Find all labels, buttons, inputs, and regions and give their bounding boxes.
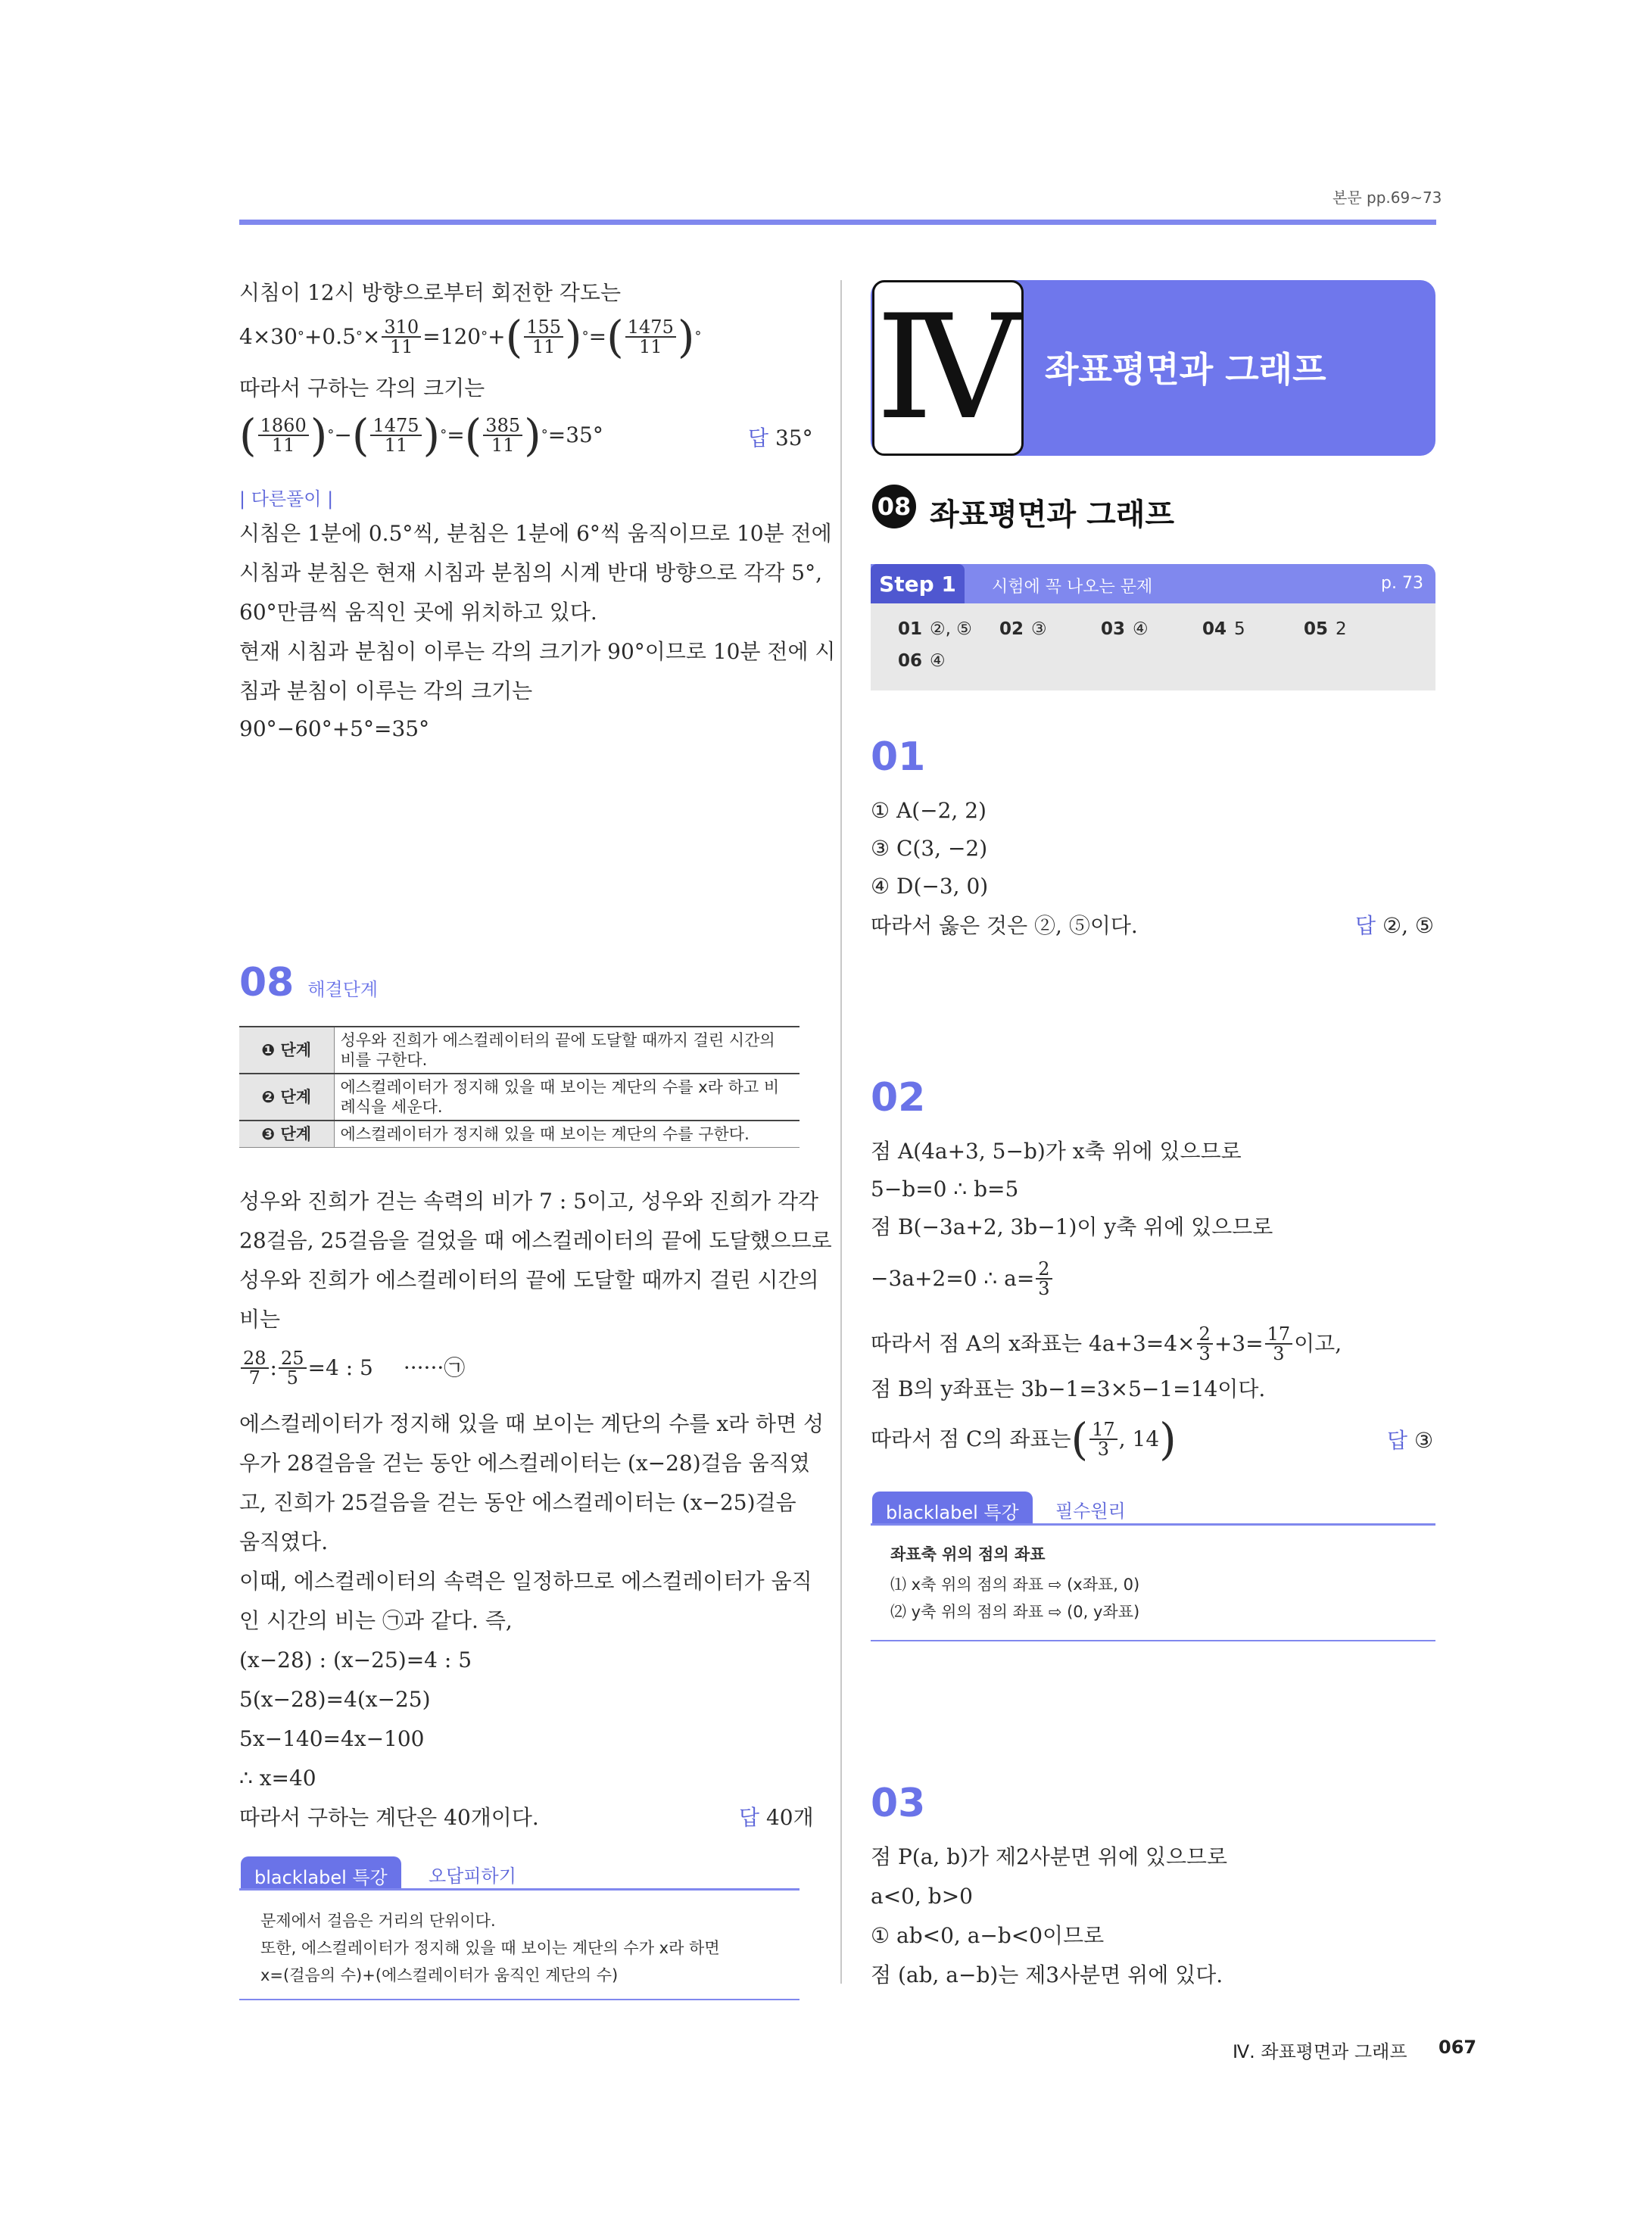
eq-term: 따라서 점 A의 x좌표는 4a+3=4× bbox=[871, 1331, 1195, 1356]
q02-line: 점 B의 y좌표는 3b−1=3×5−1=14이다. bbox=[871, 1376, 1266, 1401]
fraction: $\frac{1860}{11}$ bbox=[258, 416, 309, 454]
alt-line: 현재 시침과 분침이 이루는 각의 크기가 90°이므로 10분 전에 시 bbox=[239, 639, 836, 664]
eq-term: = bbox=[588, 324, 607, 349]
q03-line: 점 P(a, b)가 제2사분면 위에 있으므로 bbox=[871, 1844, 1228, 1869]
section-08-header bbox=[239, 960, 378, 1005]
body-line: 비는 bbox=[239, 1307, 281, 1332]
eq-term: =120 bbox=[422, 324, 482, 349]
answer-item: 04 5 bbox=[1202, 619, 1245, 639]
blacklabel-rule bbox=[871, 1523, 1435, 1526]
answer-item: 05 2 bbox=[1304, 619, 1347, 639]
answer-item: 01 ②, ⑤ bbox=[898, 619, 972, 639]
body-line: 이때, 에스컬레이터의 속력은 일정하므로 에스컬레이터가 움직 bbox=[239, 1569, 812, 1594]
fraction: $\frac{17}{3}$ bbox=[1265, 1325, 1293, 1363]
answer-1: 답 35° bbox=[748, 425, 813, 450]
blacklabel-line: ⑴ x축 위의 점의 좌표 ⇨ (x좌표, 0) bbox=[890, 1576, 1140, 1594]
q03-line: a<0, b>0 bbox=[871, 1884, 973, 1909]
q02-eq-a bbox=[871, 1260, 1054, 1298]
fraction: $\frac{155}{11}$ bbox=[524, 318, 563, 356]
blacklabel-subtitle: 필수원리 bbox=[1055, 1501, 1126, 1522]
alt-line: 침과 분침이 이루는 각의 크기는 bbox=[239, 678, 533, 703]
blacklabel-bottom-rule bbox=[239, 1999, 800, 2000]
alt-solution-label: | 다른풀이 | bbox=[239, 488, 334, 510]
q02-c-coordinate: 따라서 점 C의 좌표는 ( $\frac{17}{3}$ , 14 ) bbox=[871, 1414, 1177, 1465]
q03-line: ① ab<0, a−b<0이므로 bbox=[871, 1923, 1105, 1948]
q03-line: 점 (ab, a−b)는 제3사분면 위에 있다. bbox=[871, 1962, 1223, 1987]
page-number: 067 bbox=[1438, 2037, 1477, 2058]
step-label: ❸ 단계 bbox=[239, 1121, 334, 1148]
eq-term: × bbox=[362, 324, 381, 349]
q02-line: 점 A(4a+3, 5−b)가 x축 위에 있으므로 bbox=[871, 1139, 1242, 1164]
table-row bbox=[239, 1121, 800, 1148]
q01-line: 따라서 옳은 것은 ②, ⑤이다. bbox=[871, 913, 1138, 938]
q01-line: ① A(−2, 2) bbox=[871, 798, 987, 823]
eq-term: +3= bbox=[1214, 1331, 1264, 1356]
page-reference: 본문 pp.69~73 bbox=[1333, 189, 1442, 207]
alt-line: 90°−60°+5°=35° bbox=[239, 716, 430, 741]
alt-line: 60°만큼씩 움직인 곳에 위치하고 있다. bbox=[239, 600, 597, 625]
eq-term: +0.5 bbox=[304, 324, 356, 349]
alt-line: 시침은 1분에 0.5°씩, 분침은 1분에 6°씩 움직이므로 10분 전에 bbox=[239, 521, 832, 546]
blacklabel-subtitle: 오답피하기 bbox=[429, 1866, 516, 1887]
body-line: 성우와 진희가 에스컬레이터의 끝에 도달할 때까지 걸린 시간의 bbox=[239, 1267, 819, 1292]
ratio-equation bbox=[239, 1349, 465, 1387]
step-label: Step 1 bbox=[871, 564, 965, 603]
solution-steps-table bbox=[239, 1026, 800, 1148]
answer-item: 02 ③ bbox=[999, 619, 1047, 639]
answer-q02: 답 ③ bbox=[1387, 1428, 1434, 1453]
step-answers-box bbox=[871, 603, 1435, 690]
blacklabel-tab: blacklabel 특강 bbox=[241, 1856, 401, 1890]
angle-equation: ( $\frac{1860}{11}$ ) ° − ( $\frac{1475}{11}$ ) ° = ( $\frac{385}{11}$ ) ° =35° bbox=[239, 410, 603, 461]
body-line: 인 시간의 비는 ㉠과 같다. 즉, bbox=[239, 1608, 513, 1633]
body-line: ∴ x=40 bbox=[239, 1766, 316, 1791]
fraction: $\frac{2}{3}$ bbox=[1197, 1325, 1213, 1363]
body-line: 28걸음, 25걸음을 걸었을 때 에스컬레이터의 끝에 도달했으므로 bbox=[239, 1228, 832, 1253]
thus-line: 따라서 구하는 각의 크기는 bbox=[239, 376, 485, 401]
section-label: 해결단계 bbox=[307, 979, 379, 1000]
eq-term: + bbox=[488, 324, 506, 349]
intro-equation: 4×30 ° +0.5 ° × $\frac{310}{11}$ =120 ° + ( $\frac{155}{11}$ ) ° = ( $\frac{1475}{11}$ ) ° bbox=[239, 311, 702, 363]
section-title: 좌표평면과 그래프 bbox=[930, 497, 1175, 532]
fraction: $\frac{2}{3}$ bbox=[1036, 1260, 1052, 1298]
body-line: 에스컬레이터가 정지해 있을 때 보이는 계단의 수를 x라 하면 성 bbox=[239, 1411, 824, 1436]
fraction: $\frac{25}{5}$ bbox=[279, 1349, 307, 1387]
eq-term: −3a+2=0 ∴ a= bbox=[871, 1266, 1035, 1291]
q02-x-coordinate bbox=[871, 1325, 1342, 1363]
fraction: $\frac{310}{11}$ bbox=[382, 318, 421, 356]
chapter-roman-numeral: Ⅳ bbox=[872, 280, 1024, 456]
step-text: 에스컬레이터가 정지해 있을 때 보이는 계단의 수를 구한다. bbox=[334, 1121, 800, 1148]
body-line: 고, 진희가 25걸음을 걷는 동안 에스컬레이터는 (x−25)걸음 bbox=[239, 1490, 796, 1515]
section-number: 08 bbox=[239, 960, 295, 1005]
step-description: 시험에 꼭 나오는 문제 bbox=[992, 578, 1153, 597]
blacklabel-title: 좌표축 위의 점의 좌표 bbox=[890, 1545, 1046, 1563]
body-line: 우가 28걸음을 걷는 동안 에스컬레이터는 (x−28)걸음 움직였 bbox=[239, 1451, 810, 1476]
table-row bbox=[239, 1027, 800, 1074]
body-line: (x−28) : (x−25)=4 : 5 bbox=[239, 1647, 472, 1672]
eq-term: − bbox=[334, 422, 352, 447]
question-number: 02 bbox=[871, 1075, 926, 1121]
answer-item: 06 ④ bbox=[898, 651, 946, 671]
chapter-title: 좌표평면과 그래프 bbox=[1045, 349, 1326, 390]
fraction: $\frac{17}{3}$ bbox=[1089, 1420, 1117, 1458]
answer-2: 답 40개 bbox=[739, 1805, 814, 1830]
step-page: p. 73 bbox=[1381, 574, 1423, 593]
top-rule bbox=[239, 220, 1436, 225]
body-line: 성우와 진희가 걷는 속력의 비가 7 : 5이고, 성우와 진희가 각각 bbox=[239, 1189, 819, 1214]
blacklabel-line: 문제에서 걸음은 거리의 단위이다. bbox=[260, 1912, 496, 1930]
q01-line: ④ D(−3, 0) bbox=[871, 874, 989, 899]
step-label: ❶ 단계 bbox=[239, 1027, 334, 1074]
blacklabel-tab: blacklabel 특강 bbox=[872, 1492, 1033, 1525]
question-number: 03 bbox=[871, 1781, 926, 1826]
question-number: 01 bbox=[871, 734, 926, 780]
fraction: $\frac{1475}{11}$ bbox=[625, 318, 676, 356]
intro-line: 시침이 12시 방향으로부터 회전한 각도는 bbox=[239, 280, 622, 305]
eq-marker: ······㉠ bbox=[403, 1355, 466, 1380]
eq-term: 4×30 bbox=[239, 324, 298, 349]
blacklabel-rule bbox=[239, 1888, 800, 1891]
q02-line: 5−b=0 ∴ b=5 bbox=[871, 1177, 1019, 1202]
blacklabel-line: x=(걸음의 수)+(에스컬레이터가 움직인 계단의 수) bbox=[260, 1966, 619, 1984]
q02-line: 점 B(−3a+2, 3b−1)이 y축 위에 있으므로 bbox=[871, 1214, 1273, 1239]
step-label: ❷ 단계 bbox=[239, 1074, 334, 1121]
fraction: $\frac{28}{7}$ bbox=[241, 1349, 269, 1387]
section-number-badge: 08 bbox=[872, 485, 916, 528]
body-line: 따라서 구하는 계단은 40개이다. bbox=[239, 1805, 539, 1830]
q01-line: ③ C(3, −2) bbox=[871, 836, 988, 861]
fraction: $\frac{1475}{11}$ bbox=[370, 416, 421, 454]
table-row bbox=[239, 1074, 800, 1121]
step-text: 성우와 진희가 에스컬레이터의 끝에 도달할 때까지 걸린 시간의 비를 구한다. bbox=[334, 1027, 800, 1074]
answer-item: 03 ④ bbox=[1101, 619, 1149, 639]
answer-q01: 답 ②, ⑤ bbox=[1355, 913, 1434, 938]
step-text: 에스컬레이터가 정지해 있을 때 보이는 계단의 수를 x라 하고 비례식을 세운다. bbox=[334, 1074, 800, 1121]
eq-term: : bbox=[270, 1355, 277, 1380]
blacklabel-bottom-rule bbox=[871, 1640, 1435, 1641]
eq-term: 따라서 점 C의 좌표는 bbox=[871, 1426, 1071, 1451]
eq-term: = bbox=[447, 422, 465, 447]
blacklabel-line: ⑵ y축 위의 점의 좌표 ⇨ (0, y좌표) bbox=[890, 1603, 1140, 1621]
eq-term: , 14 bbox=[1118, 1426, 1160, 1451]
eq-term: 이고, bbox=[1294, 1331, 1342, 1356]
alt-line: 시침과 분침은 현재 시침과 분침의 시계 반대 방향으로 각각 5°, bbox=[239, 560, 822, 585]
fraction: $\frac{385}{11}$ bbox=[483, 416, 522, 454]
column-divider bbox=[840, 280, 842, 1984]
body-line: 움직였다. bbox=[239, 1529, 329, 1554]
eq-term: =4 : 5 bbox=[307, 1355, 373, 1380]
blacklabel-line: 또한, 에스컬레이터가 정지해 있을 때 보이는 계단의 수가 x라 하면 bbox=[260, 1939, 720, 1957]
footer-chapter: Ⅳ. 좌표평면과 그래프 bbox=[1233, 2041, 1407, 2062]
body-line: 5(x−28)=4(x−25) bbox=[239, 1687, 431, 1712]
eq-term: =35° bbox=[547, 422, 603, 447]
body-line: 5x−140=4x−100 bbox=[239, 1726, 425, 1751]
